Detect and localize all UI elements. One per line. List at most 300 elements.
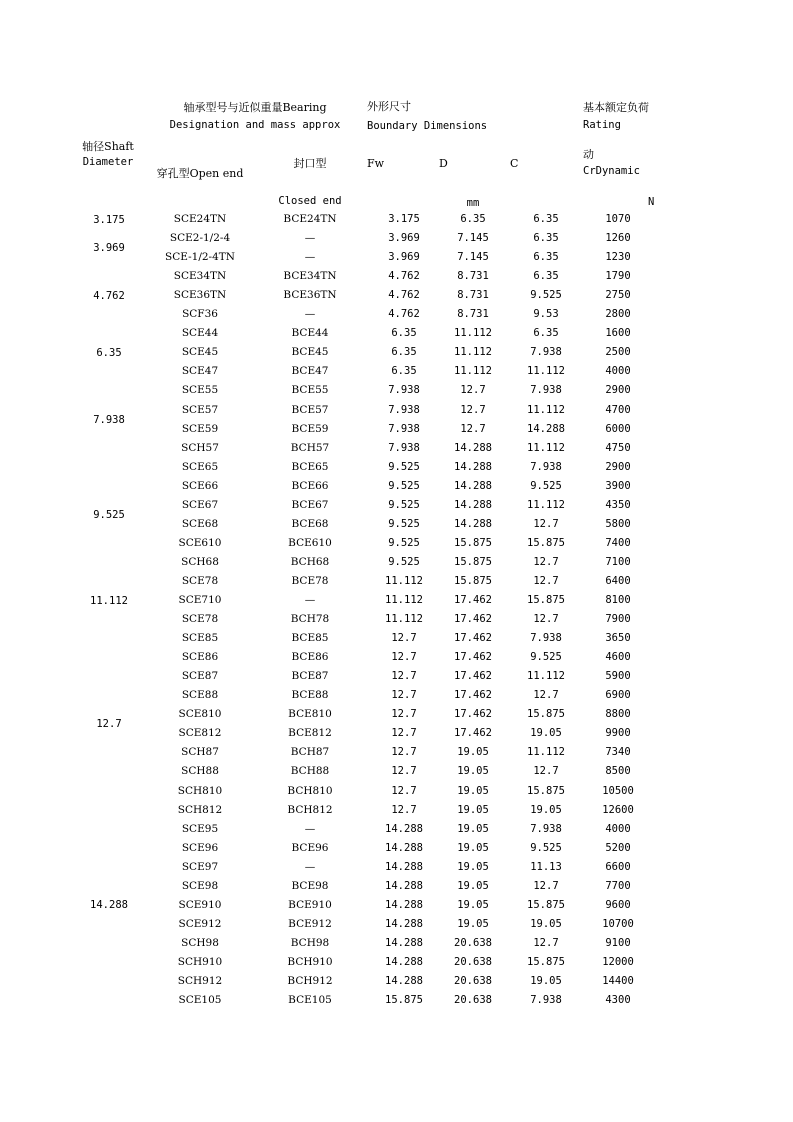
- fw-value: 7.938: [388, 403, 420, 416]
- fw-value: 6.35: [391, 346, 417, 359]
- fw-value: 11.112: [385, 574, 423, 587]
- open-end-designation: SCE86: [181, 651, 219, 664]
- open-end-designation: SCE67: [181, 498, 219, 511]
- table-row: [0, 896, 793, 915]
- header-boundary-cn: 外形尺寸: [367, 100, 411, 113]
- open-end-designation: SCE85: [181, 632, 219, 645]
- d-value: 19.05: [457, 879, 489, 892]
- d-value: 14.288: [454, 517, 492, 530]
- fw-value: 9.525: [388, 498, 420, 511]
- closed-end-designation: BCE59: [291, 422, 329, 435]
- open-end-designation: SCE610: [178, 536, 222, 549]
- d-value: 15.875: [454, 555, 492, 568]
- cr-dynamic-value: 6400: [605, 574, 631, 587]
- c-value: 15.875: [527, 708, 565, 721]
- cr-dynamic-value: 8100: [605, 594, 631, 606]
- cr-dynamic-value: 10500: [602, 784, 634, 797]
- open-end-designation: SCE65: [181, 460, 219, 473]
- fw-value: 4.762: [388, 289, 420, 302]
- closed-end-designation: BCE24TN: [283, 213, 337, 225]
- d-value: 20.638: [454, 975, 492, 987]
- closed-end-designation: BCE96: [291, 841, 329, 854]
- closed-end-designation: BCH87: [290, 746, 330, 759]
- table-row: [0, 362, 793, 381]
- table-row: [0, 839, 793, 858]
- table-row: [0, 934, 793, 953]
- header-rating-cn: 基本额定负荷: [583, 101, 649, 114]
- table-row: [0, 477, 793, 496]
- cr-dynamic-value: 4600: [605, 651, 631, 664]
- cr-dynamic-value: 4350: [605, 498, 631, 511]
- fw-value: 9.525: [388, 555, 420, 568]
- open-end-designation: SCE810: [178, 708, 222, 721]
- open-end-designation: SCH812: [177, 803, 223, 816]
- closed-end-designation: BCE810: [288, 708, 332, 721]
- cr-dynamic-value: 2800: [605, 308, 631, 321]
- cr-dynamic-value: 4700: [605, 403, 631, 416]
- table-row: [0, 724, 793, 743]
- fw-value: 9.525: [388, 536, 420, 549]
- d-value: 11.112: [454, 365, 492, 378]
- open-end-designation: SCE95: [181, 822, 219, 835]
- table-row: [0, 420, 793, 439]
- fw-value: 12.7: [391, 689, 417, 702]
- fw-value: 14.288: [385, 879, 423, 892]
- table-row: [0, 458, 793, 477]
- fw-value: 12.7: [391, 708, 417, 721]
- closed-end-designation: BCE88: [291, 689, 329, 702]
- fw-value: 6.35: [391, 365, 417, 378]
- c-value: 9.525: [530, 289, 562, 302]
- closed-end-designation: BCE57: [291, 403, 329, 416]
- closed-end-designation: BCH912: [287, 975, 333, 987]
- cr-dynamic-value: 9100: [605, 936, 631, 949]
- closed-end-designation: BCH57: [290, 441, 330, 454]
- d-value: 19.05: [457, 803, 489, 816]
- fw-value: 9.525: [388, 517, 420, 530]
- closed-end-designation: BCE34TN: [283, 270, 337, 283]
- open-end-designation: SCE87: [181, 670, 219, 683]
- cr-dynamic-value: 9600: [605, 898, 631, 911]
- closed-end-designation: BCE45: [291, 346, 329, 359]
- shaft-diameter-label: 11.112: [90, 594, 128, 607]
- open-end-designation: SCE59: [181, 422, 219, 435]
- closed-end-designation: BCE65: [291, 460, 329, 473]
- fw-value: 3.969: [388, 232, 420, 245]
- d-value: 20.638: [454, 994, 492, 1007]
- fw-value: 15.875: [385, 994, 423, 1007]
- open-end-designation: SCE68: [181, 517, 219, 530]
- d-value: 8.731: [457, 270, 489, 283]
- cr-dynamic-value: 1600: [605, 327, 631, 340]
- fw-value: 6.35: [391, 327, 417, 340]
- table-row: [0, 629, 793, 648]
- shaft-diameter-label: 3.969: [93, 242, 125, 255]
- d-value: 17.462: [454, 708, 492, 721]
- cr-dynamic-value: 4750: [605, 441, 631, 454]
- cr-dynamic-value: 6900: [605, 689, 631, 702]
- fw-value: 12.7: [391, 746, 417, 759]
- header-c: C: [510, 157, 519, 170]
- c-value: 15.875: [527, 784, 565, 797]
- fw-value: 12.7: [391, 765, 417, 778]
- open-end-designation: SCE910: [178, 898, 222, 911]
- closed-end-designation: BCE55: [291, 384, 329, 397]
- fw-value: 12.7: [391, 632, 417, 645]
- c-value: 7.938: [530, 632, 562, 645]
- fw-value: 11.112: [385, 613, 423, 626]
- c-value: 11.112: [527, 498, 565, 511]
- c-value: 11.112: [527, 403, 565, 416]
- closed-end-designation: —: [304, 308, 316, 321]
- d-value: 8.731: [457, 289, 489, 302]
- header-d: D: [439, 157, 448, 170]
- c-value: 12.7: [533, 765, 559, 778]
- closed-end-designation: —: [304, 251, 316, 264]
- header-unit-mm: mm: [466, 197, 480, 209]
- d-value: 8.731: [457, 308, 489, 321]
- open-end-designation: SCH810: [177, 784, 223, 797]
- closed-end-designation: BCE36TN: [283, 289, 337, 302]
- header-dynamic-cn: 动: [583, 148, 594, 161]
- table-row: [0, 877, 793, 896]
- c-value: 11.112: [527, 670, 565, 683]
- fw-value: 14.288: [385, 936, 423, 949]
- table-row: [0, 210, 793, 229]
- open-end-designation: SCE812: [178, 727, 222, 740]
- d-value: 12.7: [460, 384, 486, 397]
- open-end-designation: SCE710: [178, 594, 222, 606]
- table-row: [0, 991, 793, 1010]
- shaft-diameter-label: 14.288: [90, 899, 128, 912]
- header-fw: Fw: [367, 157, 385, 170]
- shaft-diameter-label: 12.7: [96, 718, 122, 731]
- table-row: [0, 667, 793, 686]
- c-value: 6.35: [533, 270, 559, 283]
- fw-value: 14.288: [385, 898, 423, 911]
- table-row: [0, 915, 793, 934]
- open-end-designation: SCH88: [181, 765, 219, 778]
- open-end-designation: SCH87: [181, 746, 219, 759]
- closed-end-designation: BCE44: [291, 327, 329, 340]
- open-end-designation: SCE57: [181, 403, 219, 416]
- fw-value: 4.762: [388, 270, 420, 283]
- table-row: [0, 553, 793, 572]
- table-row: [0, 858, 793, 877]
- cr-dynamic-value: 6000: [605, 422, 631, 435]
- c-value: 15.875: [527, 536, 565, 549]
- d-value: 19.05: [457, 746, 489, 759]
- d-value: 19.05: [457, 841, 489, 854]
- d-value: 14.288: [454, 460, 492, 473]
- cr-dynamic-value: 2500: [605, 346, 631, 359]
- fw-value: 14.288: [385, 822, 423, 835]
- open-end-designation: SCE98: [181, 879, 219, 892]
- fw-value: 12.7: [391, 727, 417, 740]
- closed-end-designation: BCE912: [288, 917, 332, 930]
- header-designation-cn: 轴承型号与近似重量Bearing: [183, 101, 327, 114]
- header-shaft-en: Diameter: [82, 156, 134, 168]
- header-open-end: 穿孔型Open end: [156, 167, 244, 180]
- c-value: 19.05: [530, 975, 562, 987]
- closed-end-designation: —: [304, 594, 316, 606]
- closed-end-designation: BCE98: [291, 879, 329, 892]
- table-row: [0, 762, 793, 781]
- c-value: 15.875: [527, 955, 565, 968]
- fw-value: 7.938: [388, 384, 420, 397]
- cr-dynamic-value: 5200: [605, 841, 631, 854]
- d-value: 15.875: [454, 536, 492, 549]
- table-row: [0, 229, 793, 248]
- cr-dynamic-value: 5800: [605, 517, 631, 530]
- open-end-designation: SCE96: [181, 841, 219, 854]
- c-value: 19.05: [530, 917, 562, 930]
- d-value: 12.7: [460, 422, 486, 435]
- table-row: [0, 972, 793, 991]
- table-row: [0, 591, 793, 610]
- table-row: [0, 686, 793, 705]
- open-end-designation: SCE88: [181, 689, 219, 702]
- table-row: [0, 953, 793, 972]
- cr-dynamic-value: 7100: [605, 555, 631, 568]
- table-row: [0, 648, 793, 667]
- table-row: [0, 248, 793, 267]
- d-value: 20.638: [454, 936, 492, 949]
- header-rating-en: Rating: [583, 119, 621, 131]
- d-value: 14.288: [454, 479, 492, 492]
- c-value: 12.7: [533, 574, 559, 587]
- fw-value: 14.288: [385, 841, 423, 854]
- cr-dynamic-value: 1790: [605, 270, 631, 283]
- cr-dynamic-value: 8500: [605, 765, 631, 778]
- closed-end-designation: BCH88: [290, 765, 330, 778]
- d-value: 14.288: [454, 498, 492, 511]
- closed-end-designation: BCH78: [290, 613, 330, 626]
- shaft-diameter-label: 9.525: [93, 508, 125, 521]
- closed-end-designation: BCE86: [291, 651, 329, 664]
- open-end-designation: SCE78: [181, 613, 219, 626]
- open-end-designation: SCH68: [181, 555, 219, 568]
- cr-dynamic-value: 1230: [605, 251, 631, 264]
- c-value: 11.112: [527, 441, 565, 454]
- cr-dynamic-value: 7340: [605, 746, 631, 759]
- open-end-designation: SCH57: [181, 441, 219, 454]
- table-row: [0, 782, 793, 801]
- open-end-designation: SCE55: [181, 384, 219, 397]
- d-value: 17.462: [454, 651, 492, 664]
- closed-end-designation: BCH98: [290, 936, 330, 949]
- shaft-diameter-label: 4.762: [93, 289, 125, 302]
- closed-end-designation: —: [304, 232, 316, 245]
- table-row: [0, 572, 793, 591]
- d-value: 17.462: [454, 594, 492, 606]
- closed-end-designation: BCE610: [288, 536, 332, 549]
- cr-dynamic-value: 12600: [602, 803, 634, 816]
- cr-dynamic-value: 3900: [605, 479, 631, 492]
- table-row: [0, 381, 793, 400]
- closed-end-designation: BCE85: [291, 632, 329, 645]
- header-closed-end: Closed end: [278, 195, 342, 207]
- cr-dynamic-value: 1260: [605, 232, 631, 245]
- fw-value: 12.7: [391, 803, 417, 816]
- header-unit-n: N: [648, 196, 655, 208]
- d-value: 14.288: [454, 441, 492, 454]
- cr-dynamic-value: 4300: [605, 994, 631, 1007]
- c-value: 7.938: [530, 384, 562, 397]
- c-value: 6.35: [533, 213, 559, 225]
- open-end-designation: SCH912: [177, 975, 223, 987]
- cr-dynamic-value: 2900: [605, 460, 631, 473]
- table-row: [0, 801, 793, 820]
- fw-value: 3.175: [388, 213, 420, 225]
- c-value: 9.53: [533, 308, 559, 321]
- table-row: [0, 286, 793, 305]
- d-value: 19.05: [457, 784, 489, 797]
- d-value: 20.638: [454, 955, 492, 968]
- open-end-designation: SCE45: [181, 346, 219, 359]
- cr-dynamic-value: 1070: [605, 213, 631, 225]
- cr-dynamic-value: 7900: [605, 613, 631, 626]
- cr-dynamic-value: 2900: [605, 384, 631, 397]
- d-value: 19.05: [457, 917, 489, 930]
- d-value: 17.462: [454, 613, 492, 626]
- c-value: 11.112: [527, 746, 565, 759]
- closed-end-designation: BCE67: [291, 498, 329, 511]
- table-row: [0, 705, 793, 724]
- header-designation-en: Designation and mass approx: [169, 119, 341, 131]
- header-dynamic-en: CrDynamic: [583, 165, 640, 177]
- open-end-designation: SCE78: [181, 574, 219, 587]
- d-value: 6.35: [460, 213, 486, 225]
- closed-end-designation: —: [304, 822, 316, 835]
- open-end-designation: SCE24TN: [173, 213, 227, 225]
- header-sealed-cn: 封口型: [293, 157, 327, 170]
- table-row: [0, 515, 793, 534]
- d-value: 11.112: [454, 327, 492, 340]
- table-row: [0, 534, 793, 553]
- table-row: [0, 267, 793, 286]
- open-end-designation: SCF36: [182, 308, 218, 321]
- table-row: [0, 343, 793, 362]
- table-row: [0, 743, 793, 762]
- closed-end-designation: BCE47: [291, 365, 329, 378]
- c-value: 6.35: [533, 232, 559, 245]
- open-end-designation: SCH910: [177, 955, 223, 968]
- cr-dynamic-value: 6600: [605, 860, 631, 873]
- c-value: 12.7: [533, 689, 559, 702]
- cr-dynamic-value: 10700: [602, 917, 634, 930]
- c-value: 7.938: [530, 460, 562, 473]
- c-value: 9.525: [530, 479, 562, 492]
- d-value: 19.05: [457, 898, 489, 911]
- closed-end-designation: BCE68: [291, 517, 329, 530]
- fw-value: 11.112: [385, 594, 423, 606]
- cr-dynamic-value: 4000: [605, 822, 631, 835]
- closed-end-designation: BCH68: [290, 555, 330, 568]
- d-value: 12.7: [460, 403, 486, 416]
- header-boundary-en: Boundary Dimensions: [367, 120, 488, 132]
- fw-value: 7.938: [388, 441, 420, 454]
- open-end-designation: SCE-1/2-4TN: [165, 251, 235, 264]
- fw-value: 14.288: [385, 955, 423, 968]
- open-end-designation: SCE2-1/2-4: [169, 232, 231, 245]
- table-row: [0, 496, 793, 515]
- cr-dynamic-value: 14400: [602, 975, 634, 987]
- closed-end-designation: BCH910: [287, 955, 333, 968]
- fw-value: 12.7: [391, 784, 417, 797]
- open-end-designation: SCE44: [181, 327, 219, 340]
- c-value: 7.938: [530, 994, 562, 1007]
- fw-value: 7.938: [388, 422, 420, 435]
- d-value: 15.875: [454, 574, 492, 587]
- table-row: [0, 610, 793, 629]
- table-row: [0, 305, 793, 324]
- d-value: 17.462: [454, 632, 492, 645]
- c-value: 12.7: [533, 555, 559, 568]
- d-value: 7.145: [457, 251, 489, 264]
- table-row: [0, 401, 793, 420]
- d-value: 19.05: [457, 765, 489, 778]
- c-value: 7.938: [530, 822, 562, 835]
- closed-end-designation: BCH812: [287, 803, 333, 816]
- d-value: 11.112: [454, 346, 492, 359]
- fw-value: 3.969: [388, 251, 420, 264]
- table-row: [0, 820, 793, 839]
- cr-dynamic-value: 2750: [605, 289, 631, 302]
- c-value: 12.7: [533, 936, 559, 949]
- c-value: 9.525: [530, 651, 562, 664]
- fw-value: 14.288: [385, 975, 423, 987]
- c-value: 6.35: [533, 251, 559, 264]
- c-value: 12.7: [533, 879, 559, 892]
- open-end-designation: SCE97: [181, 860, 219, 873]
- open-end-designation: SCH98: [181, 936, 219, 949]
- closed-end-designation: —: [304, 860, 316, 873]
- fw-value: 9.525: [388, 479, 420, 492]
- closed-end-designation: BCE78: [291, 574, 329, 587]
- open-end-designation: SCE36TN: [173, 289, 227, 302]
- cr-dynamic-value: 7400: [605, 536, 631, 549]
- c-value: 6.35: [533, 327, 559, 340]
- fw-value: 14.288: [385, 860, 423, 873]
- c-value: 12.7: [533, 517, 559, 530]
- cr-dynamic-value: 9900: [605, 727, 631, 740]
- c-value: 11.13: [530, 860, 562, 873]
- closed-end-designation: BCE87: [291, 670, 329, 683]
- c-value: 11.112: [527, 365, 565, 378]
- fw-value: 12.7: [391, 651, 417, 664]
- closed-end-designation: BCE105: [288, 994, 332, 1007]
- c-value: 15.875: [527, 898, 565, 911]
- c-value: 9.525: [530, 841, 562, 854]
- fw-value: 9.525: [388, 460, 420, 473]
- cr-dynamic-value: 3650: [605, 632, 631, 645]
- c-value: 19.05: [530, 727, 562, 740]
- open-end-designation: SCE47: [181, 365, 219, 378]
- d-value: 7.145: [457, 232, 489, 245]
- open-end-designation: SCE105: [178, 994, 222, 1007]
- closed-end-designation: BCE910: [288, 898, 332, 911]
- fw-value: 4.762: [388, 308, 420, 321]
- fw-value: 12.7: [391, 670, 417, 683]
- c-value: 7.938: [530, 346, 562, 359]
- closed-end-designation: BCH810: [287, 784, 333, 797]
- shaft-diameter-label: 3.175: [93, 213, 125, 226]
- header-shaft-cn: 轴径Shaft: [82, 140, 134, 153]
- c-value: 12.7: [533, 613, 559, 626]
- shaft-diameter-label: 6.35: [96, 346, 122, 359]
- d-value: 17.462: [454, 670, 492, 683]
